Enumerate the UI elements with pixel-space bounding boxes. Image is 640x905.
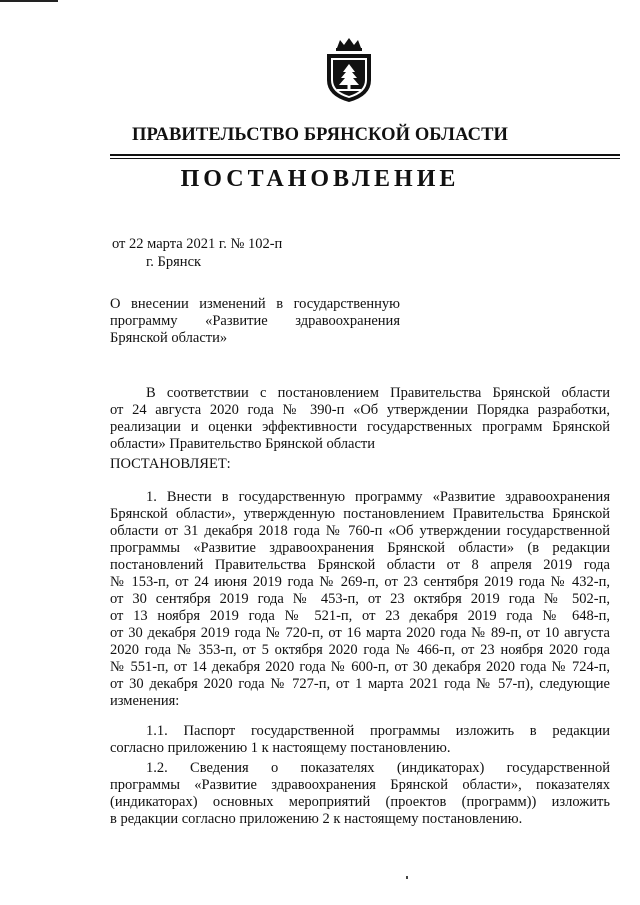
subject-line: Брянской области» xyxy=(110,330,228,346)
item-1-1-paragraph xyxy=(110,723,610,757)
paragraph-line: 1.1. Паспорт государственной программы изложить в редакции xyxy=(146,723,610,739)
paragraph-line: от 24 августа 2020 года № 390-п «Об утверждении Порядка разработки, xyxy=(110,402,610,418)
scan-edge-mark xyxy=(0,0,58,2)
paragraph-line: программы «Развитие здравоохранения Брянской области», показателях xyxy=(110,777,610,793)
header-rule-thick xyxy=(110,154,620,156)
paragraph-line: 1.2. Сведения о показателях (индикаторах) государственной xyxy=(146,760,610,776)
scan-dot xyxy=(406,876,408,879)
paragraph-line: № 153-п, от 24 июня 2019 года № 269-п, от 23 сентября 2019 года № 432-п, xyxy=(110,574,610,590)
paragraph-line: 2020 года № 353-п, от 5 октября 2020 года № 466-п, от 23 ноября 2020 года xyxy=(110,642,610,658)
header-rule-thin xyxy=(110,158,620,159)
coat-of-arms-icon xyxy=(323,38,375,104)
paragraph-line: 1. Внести в государственную программу «Развитие здравоохранения xyxy=(146,489,610,505)
paragraph-line: программы «Развитие здравоохранения Брянской области» (в редакции xyxy=(110,540,610,556)
paragraph-line: (индикаторах) основных мероприятий (проектов (программ)) изложить xyxy=(110,794,610,810)
document-city: г. Брянск xyxy=(146,254,202,270)
preamble-paragraph xyxy=(110,385,610,453)
paragraph-line: от 13 ноября 2019 года № 521-п, от 23 декабря 2019 года № 648-п, xyxy=(110,608,610,624)
paragraph-line: в редакции согласно приложению 2 к настоящему постановлению. xyxy=(110,811,523,827)
paragraph-line: изменения: xyxy=(110,693,180,709)
paragraph-line: В соответствии с постановлением Правительства Брянской области xyxy=(146,385,610,401)
paragraph-line: постановлений Правительства Брянской области от 8 апреля 2019 года xyxy=(110,557,610,573)
paragraph-line: реализации и оценки эффективности государственных программ Брянской xyxy=(110,419,610,435)
document-type-title: ПОСТАНОВЛЕНИЕ xyxy=(180,166,460,192)
paragraph-line: № 551-п, от 14 декабря 2020 года № 600-п, от 30 декабря 2020 года № 724-п, xyxy=(110,659,610,675)
resolves-heading: ПОСТАНОВЛЯЕТ: xyxy=(110,456,231,472)
paragraph-line: согласно приложению 1 к настоящему постановлению. xyxy=(110,740,451,756)
paragraph-line: от 30 сентября 2019 года № 453-п, от 23 октября 2019 года № 502-п, xyxy=(110,591,610,607)
paragraph-line: области» Правительство Брянской области xyxy=(110,436,375,452)
paragraph-line: от 30 декабря 2020 года № 727-п, от 1 марта 2021 года № 57-п), следующие xyxy=(110,676,610,692)
paragraph-line: области от 31 декабря 2018 года № 760-п «Об утверждении государственной xyxy=(110,523,610,539)
subject-line: программу «Развитие здравоохранения xyxy=(110,313,400,329)
organization-title: ПРАВИТЕЛЬСТВО БРЯНСКОЙ ОБЛАСТИ xyxy=(131,125,508,145)
paragraph-line: Брянской области», утвержденную постановлением Правительства Брянской xyxy=(110,506,610,522)
document-date-number: от 22 марта 2021 г. № 102-п xyxy=(112,236,283,252)
item-1-2-paragraph xyxy=(110,760,610,828)
paragraph-line: от 30 декабря 2019 года № 720-п, от 16 марта 2020 года № 89-п, от 10 августа xyxy=(110,625,610,641)
item-1-paragraph xyxy=(110,489,610,710)
document-subject xyxy=(110,296,400,347)
subject-line: О внесении изменений в государственную xyxy=(110,296,400,312)
